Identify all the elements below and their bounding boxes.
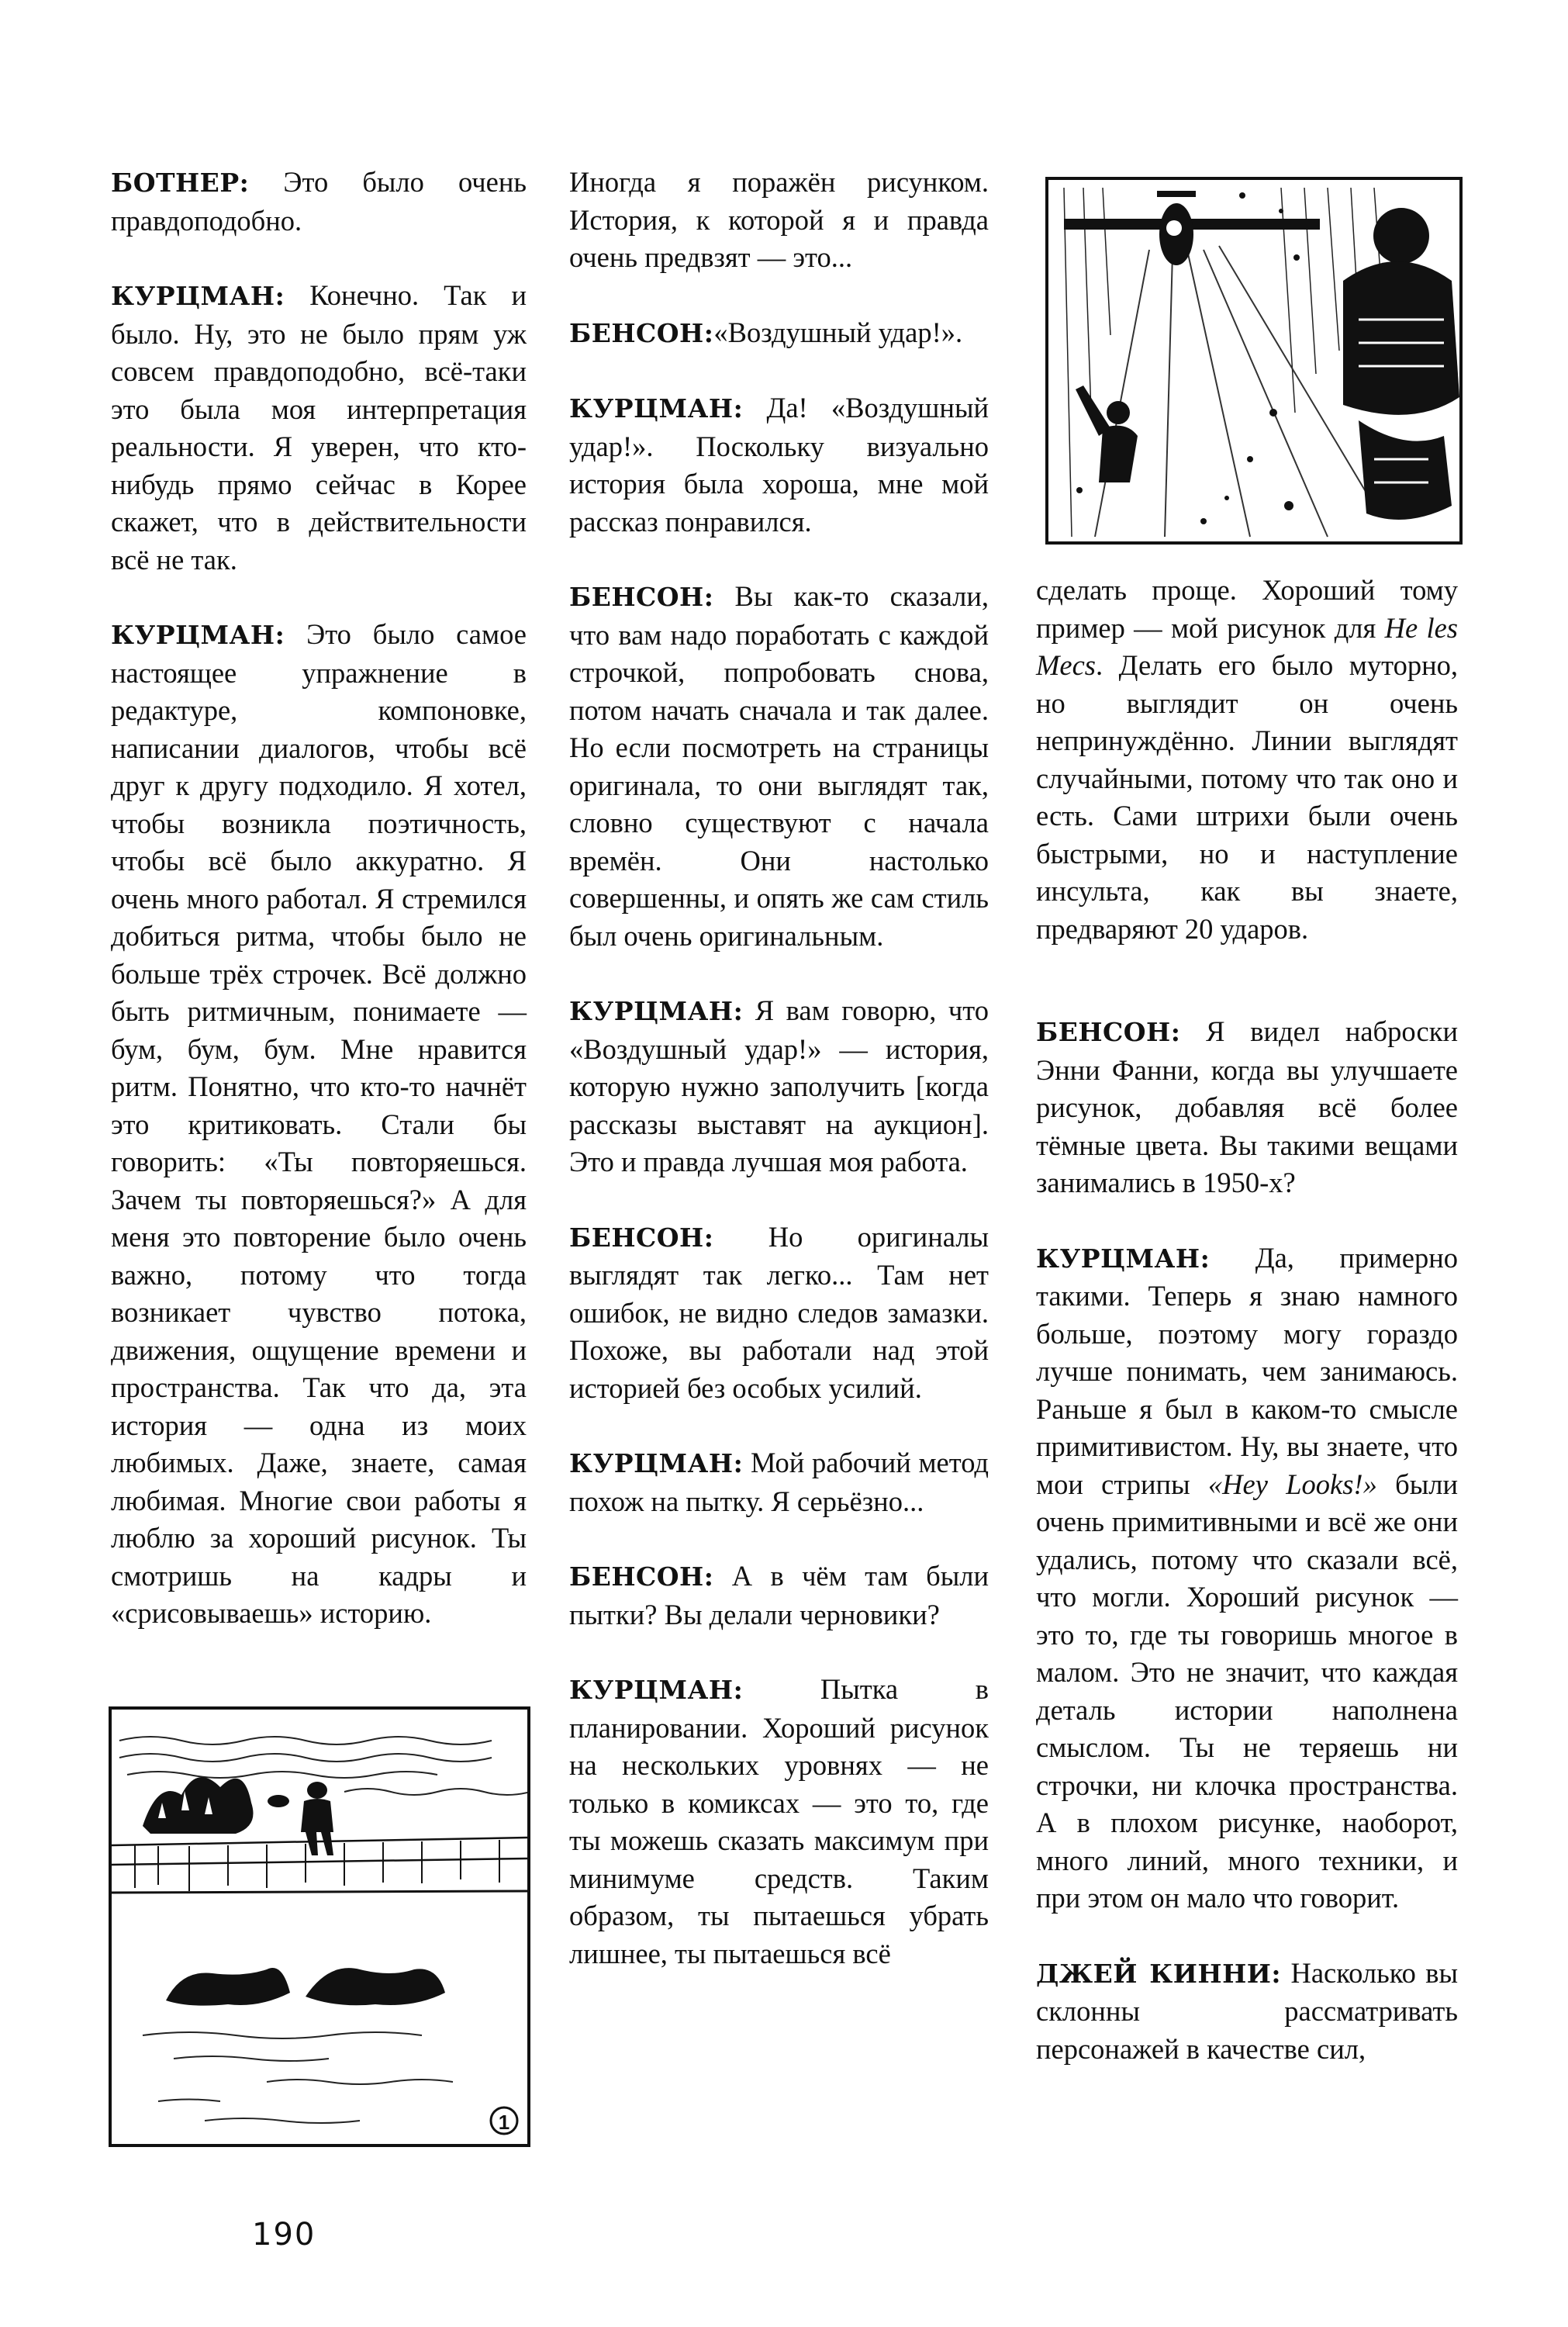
speaker-name: БЕНСОН: [569, 1561, 714, 1592]
paragraph-text: сделать проще. Хороший тому пример — мой рисунок для [1036, 574, 1458, 644]
speaker-name: КУРЦМАН: [1036, 1243, 1211, 1274]
paragraph-text: Но оригиналы выглядят так легко... Там нет ошибок, не видно следов замазки. Похоже, вы работали над этой историей без особых усилий. [569, 1220, 989, 1404]
interview-paragraph [569, 992, 989, 1181]
speaker-name: КУРЦМАН: [111, 620, 285, 650]
speaker-name: БЕНСОН: [1036, 1017, 1181, 1047]
paragraph-text: Да, примерно такими. Теперь я знаю намного больше, поэтому могу гораздо лучше понимать, чем занимаюсь. Раньше я был в каком-то смысле примитивистом. Ну, вы знаете, что мои стрипы [1036, 1241, 1458, 1500]
speaker-name: КУРЦМАН: [569, 996, 744, 1026]
paragraph-text: Я видел наброски Энни Фанни, когда вы улучшаете рисунок, добавляя всё более тёмные цвета. Вы такими вещами занимались в 1950-х? [1036, 1015, 1458, 1198]
speaker-name: БОТНЕР: [111, 168, 250, 198]
interview-paragraph [569, 314, 989, 353]
paragraph-text: Мой рабочий метод похож на пытку. Я серьёзно... [569, 1447, 989, 1517]
paragraph-text: Иногда я поражён рисунком. История, к которой я и правда очень предвзят — это... [569, 166, 989, 273]
text-column-left [111, 164, 527, 1633]
paragraph-text: «Воздушный удар!». [713, 316, 963, 348]
paragraph-text: Это было очень правдоподобно. [111, 166, 527, 237]
italic-title: «Hey Looks!» [1207, 1468, 1377, 1500]
interview-paragraph [569, 164, 989, 277]
page-number: 190 [252, 2217, 316, 2253]
comic-panel-seascape [109, 1706, 530, 2147]
paragraph-text: Вы как-то сказали, что вам надо поработать с каждой строчкой, попробовать снова, потом начать сначала и так далее. Но если посмотреть на страницы оригинала, то они выглядят так, словно существуют с начала времён. Они настолько совершенны, и опять же сам стиль был очень оригинальным. [569, 580, 989, 952]
paragraph-text: Я вам говорю, что «Воздушный удар!» — история, которую нужно заполучить [когда рассказы выставят на аукцион]. Это и правда лучшая моя работа. [569, 994, 989, 1177]
speaker-name: КУРЦМАН: [569, 1675, 744, 1705]
text-column-right-bottom [1036, 1013, 1458, 2068]
interview-paragraph [569, 389, 989, 541]
paragraph-text: Это было самое настоящее упражнение в редактуре, компоновке, написании диалогов, чтобы всё друг к другу подходило. Я хотел, чтобы возникла поэтичность, чтобы всё было аккуратно. Я очень много работал. Я стремился добиться ритма, чтобы было не больше трёх строчек. Всё должно быть ритмичным, понимаете — бум, бум, бум. Мне нравится ритм. Понятно, что кто-то начнёт это критиковать. Стали бы говорить: «Ты повторяешься. Зачем ты повторяешься?» А для меня это повторение было очень важно, потому что тогда возникает чувство потока, движения, ощущение времени и пространства. Так что да, эта история — одна из моих любимых. Даже, знаете, самая любимая. Многие свои работы я люблю за хороший рисунок. Ты смотришь на кадры и «срисовываешь» историю. [111, 618, 527, 1629]
seascape-illustration [112, 1710, 527, 2144]
panel-number: 1 [498, 2111, 510, 2134]
interview-paragraph [1036, 1240, 1458, 1917]
comic-panel-airstrike [1045, 177, 1463, 545]
paragraph-text: были очень примитивными и всё же они удались, потому что сказали всё, что могли. Хороший рисунок — это то, где ты говоришь многое в малом. Это не значит, что каждая деталь истории наполнена смыслом. Ты не теряешь ни строчки, ни клочка пространства. А в плохом рисунке, наоборот, много линий, много техники, и при этом он мало что говорит. [1036, 1468, 1458, 1914]
interview-paragraph [111, 277, 527, 579]
speaker-name: БЕНСОН: [569, 582, 714, 612]
interview-paragraph [569, 578, 989, 955]
paragraph-text: Да! «Воздушный удар!». Поскольку визуально история была хороша, мне мой рассказ понравился. [569, 392, 989, 538]
running-figure [1076, 386, 1138, 482]
paragraph-text: . Делать его было муторно, но выглядит он очень непринуждённо. Линии выглядят случайными, потому что так оно и есть. Сами штрихи были очень быстрыми, но и наступление инсульта, как вы знаете, предваряют 20 ударов. [1036, 649, 1458, 945]
interview-paragraph [1036, 1955, 1458, 2069]
interview-paragraph [569, 1219, 989, 1408]
interview-paragraph [569, 1444, 989, 1520]
interview-paragraph [569, 1671, 989, 1973]
airstrike-illustration [1048, 180, 1459, 541]
speaker-name: КУРЦМАН: [569, 393, 744, 424]
interview-paragraph [111, 164, 527, 240]
soldier-figure [1343, 208, 1459, 520]
speaker-name: КУРЦМАН: [111, 281, 285, 311]
paragraph-text: Конечно. Так и было. Ну, это не было прям уж совсем правдоподобно, всё-таки это была моя интерпретация реальности. Я уверен, что кто-нибудь прямо сейчас в Корее скажет, что в действительности всё не так. [111, 279, 527, 576]
paragraph-text: А в чём там были пытки? Вы делали черновики? [569, 1560, 989, 1630]
paragraph-text: Пытка в планировании. Хороший рисунок на нескольких уровнях — не только в комиксах — это то, где ты можешь сказать максимум при минимуме средств. Таким образом, ты пытаешься убрать лишнее, ты пытаешься всё [569, 1673, 989, 1969]
interview-paragraph [1036, 572, 1458, 948]
interview-paragraph [1036, 1013, 1458, 1202]
italic-title: He les Mecs [1036, 611, 1458, 681]
interview-paragraph [569, 1558, 989, 1634]
speaker-name: ДЖЕЙ КИННИ: [1036, 1958, 1282, 1989]
interview-paragraph [111, 616, 527, 1633]
speaker-name: БЕНСОН: [569, 317, 714, 348]
text-column-middle [569, 164, 989, 1973]
paragraph-text: Насколько вы склонны рассматривать персонажей в качестве сил, [1036, 1956, 1458, 2065]
text-column-right-top [1036, 572, 1458, 948]
speaker-name: КУРЦМАН: [569, 1448, 744, 1478]
speaker-name: БЕНСОН: [569, 1222, 714, 1253]
